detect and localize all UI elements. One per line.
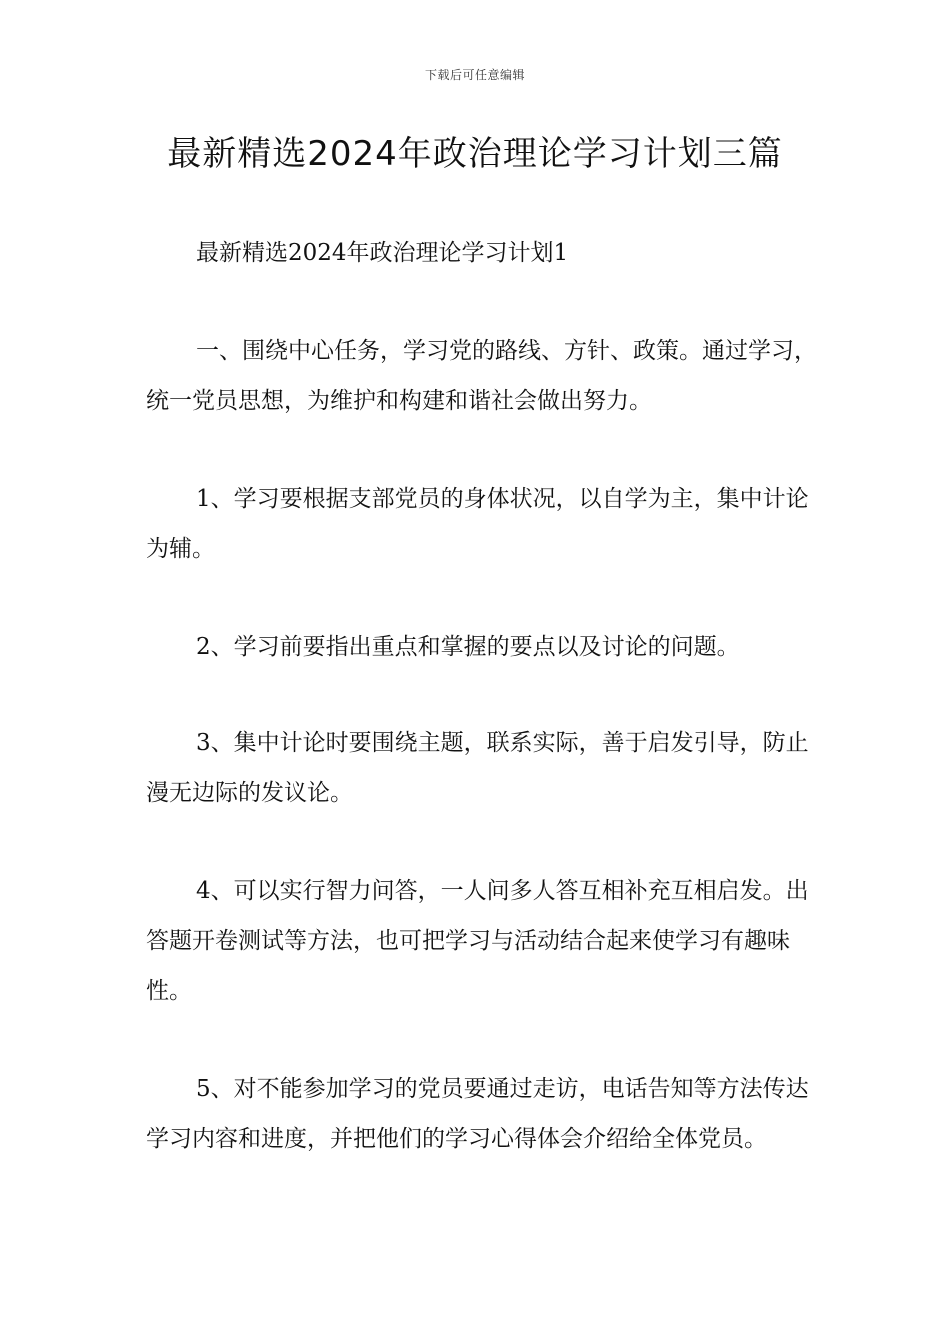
paragraph-item-4: 4、可以实行智力问答，一人问多人答互相补充互相启发。出答题开卷测试等方法，也可把学习与活动结合起来使学习有趣味性。 [146, 878, 809, 1004]
document-title: 最新精选2024年政治理论学习计划三篇 [167, 134, 783, 174]
paragraph-intro: 一、围绕中心任务，学习党的路线、方针、政策。通过学习，统一党员思想，为维护和构建和谐社会做出努力。 [146, 338, 817, 414]
paragraph-item-1: 1、学习要根据支部党员的身体状况，以自学为主，集中计论为辅。 [146, 486, 809, 562]
paragraph-item-3: 3、集中计论时要围绕主题，联系实际，善于启发引导，防止漫无边际的发议论。 [146, 730, 809, 806]
paragraph-item-5: 5、对不能参加学习的党员要通过走访，电话告知等方法传达学习内容和进度，并把他们的学习心得体会介绍给全体党员。 [146, 1076, 809, 1152]
paragraph-item-2: 2、学习前要指出重点和掌握的要点以及讨论的问题。 [196, 634, 740, 660]
section-subtitle: 最新精选2024年政治理论学习计划1 [196, 240, 569, 266]
header-note: 下载后可任意编辑 [424, 68, 525, 82]
